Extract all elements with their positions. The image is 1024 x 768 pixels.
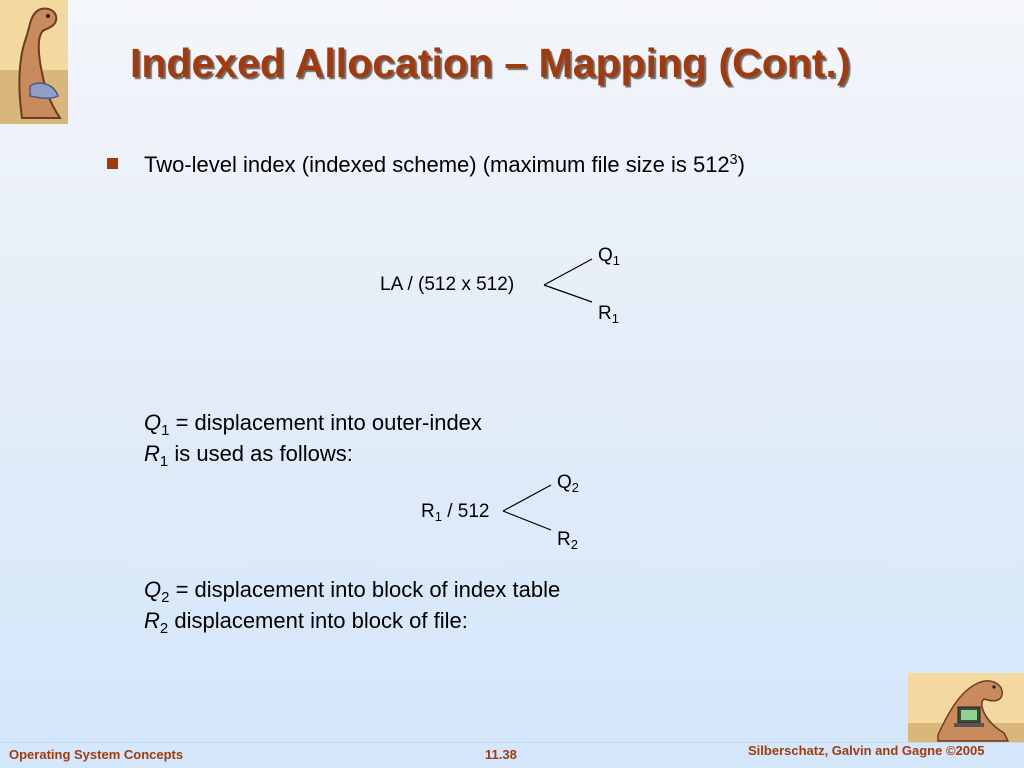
- footer-course: Operating System Concepts: [9, 747, 184, 762]
- defs1-line1-var: Q: [144, 410, 162, 435]
- defs1-line2-sub: 1: [159, 452, 169, 470]
- diagram2-top-label: [557, 472, 579, 495]
- defs1-line1-sub: 1: [161, 421, 170, 439]
- defs1-line1-text: = displacement into outer-index: [169, 410, 482, 435]
- diagram1-bottom-base: R: [598, 303, 612, 324]
- diagram1-top-sub: 1: [612, 253, 620, 269]
- diagram2-bottom-base: R: [557, 529, 571, 550]
- defs1-line2: [144, 441, 353, 470]
- bullet-square-icon: [107, 158, 118, 169]
- diagram1-left-label: LA / (512 x 512): [380, 274, 515, 295]
- defs2-line1: [144, 577, 560, 606]
- defs2-line2-sub: 2: [159, 619, 169, 637]
- diagram2-top-base: Q: [557, 472, 572, 493]
- defs2-line2-var: R: [144, 608, 160, 633]
- defs1-line1: [144, 410, 482, 439]
- bullet-superscript: 3: [729, 152, 738, 169]
- diagram2-left-base: R: [421, 501, 435, 522]
- defs2-line2-text: displacement into block of file:: [168, 608, 468, 633]
- diagram2-bottom-label: [557, 529, 578, 552]
- footer-slide-number: 11.38: [485, 747, 517, 762]
- slide-title: Indexed Allocation – Mapping (Cont.): [130, 40, 851, 86]
- defs1-line2-text: is used as follows:: [168, 441, 353, 466]
- bullet-text: [144, 152, 745, 178]
- diagram2-left-rest: / 512: [441, 501, 490, 522]
- bullet-close: ): [737, 152, 745, 177]
- footer-copyright: Silberschatz, Galvin and Gagne ©2005: [748, 743, 985, 758]
- diagram2-left-sub: 1: [434, 509, 442, 525]
- defs2-line1-var: Q: [144, 577, 162, 602]
- diagram1-bottom-label: [598, 303, 619, 326]
- bullet-main-text: Two-level index (indexed scheme) (maximum file size is 512: [144, 152, 730, 177]
- diagram1-top-base: Q: [598, 245, 613, 266]
- defs2-line1-text: = displacement into block of index table: [169, 577, 561, 602]
- dinosaur-laptop-icon: [908, 673, 1024, 743]
- diagram1-bottom-sub: 1: [611, 311, 619, 327]
- defs2-line2: [144, 608, 468, 637]
- defs1-line2-var: R: [144, 441, 160, 466]
- dinosaur-logo-icon: [0, 0, 68, 124]
- diagram2-bottom-sub: 2: [570, 537, 578, 553]
- diagram2-left-label: [421, 501, 489, 524]
- defs2-line1-sub: 2: [161, 588, 170, 606]
- diagram1-top-label: [598, 245, 620, 268]
- diagram2-top-sub: 2: [571, 480, 579, 496]
